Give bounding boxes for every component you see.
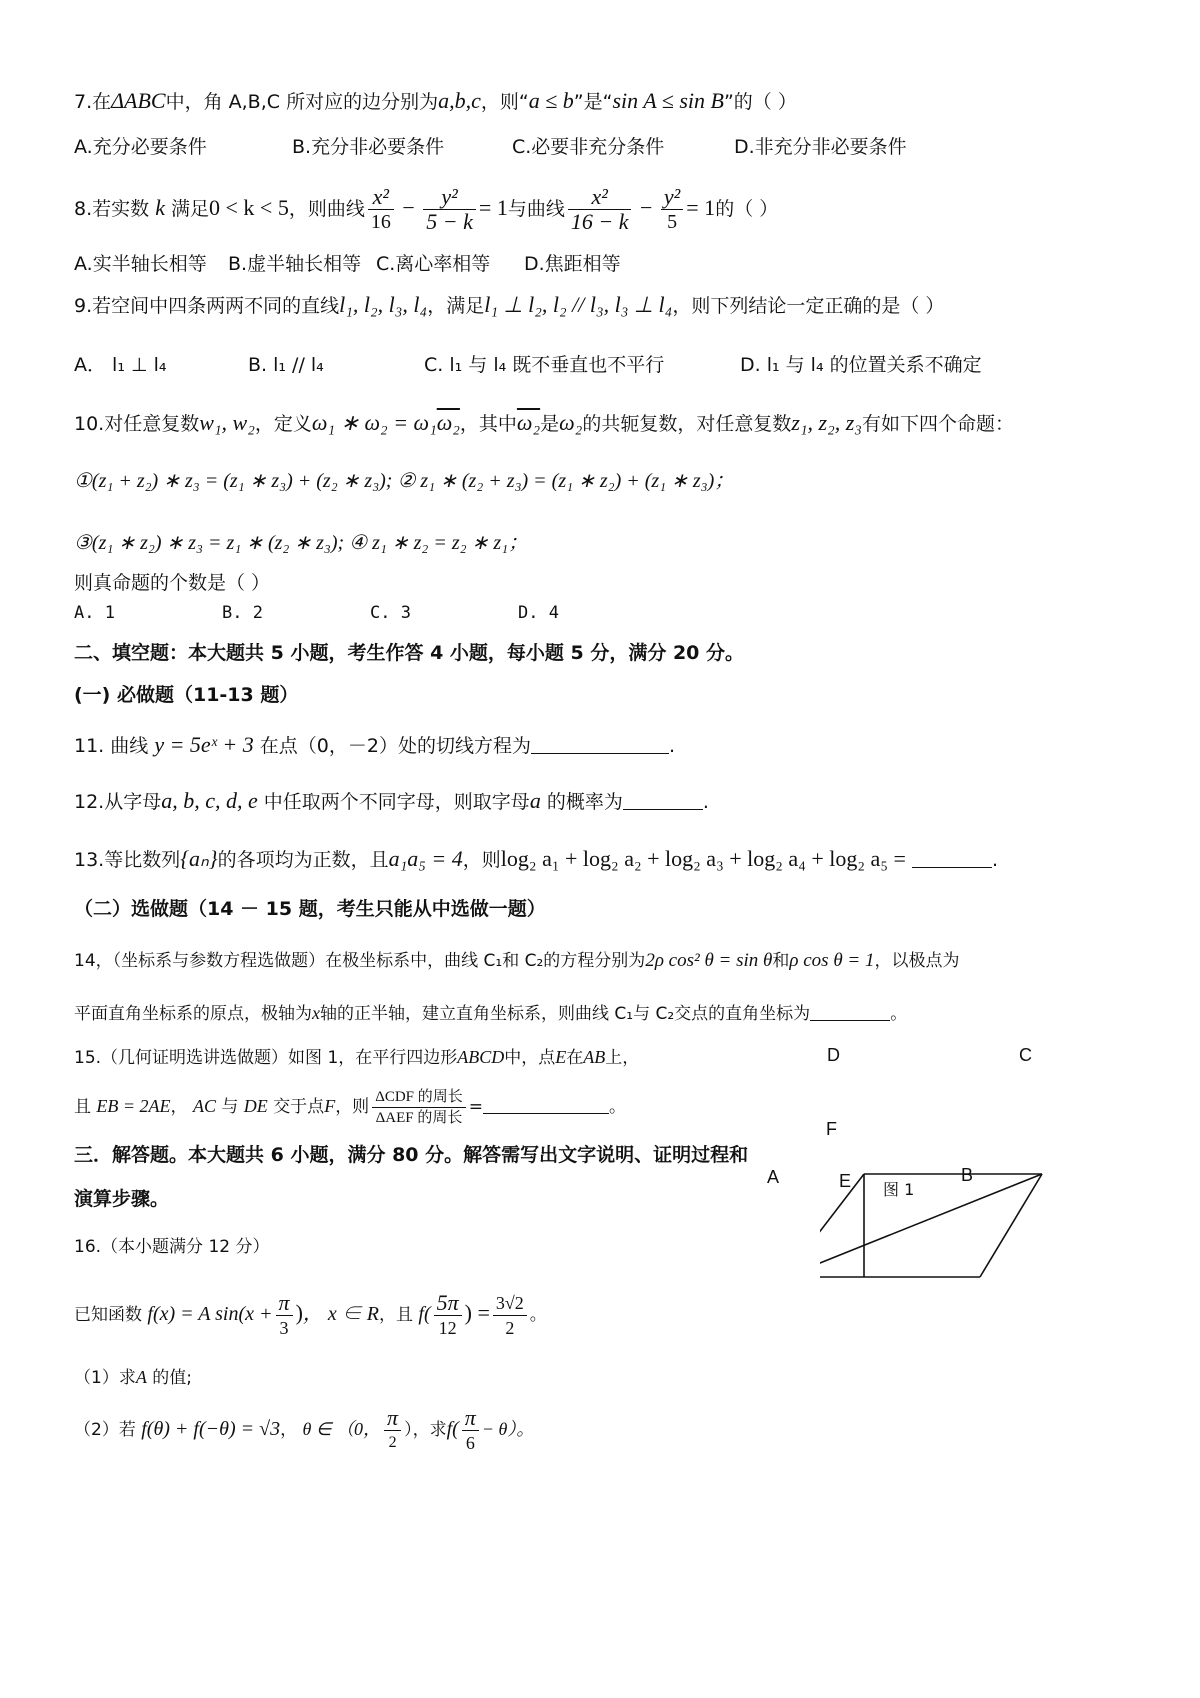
q16-given: 已知函数 f(x) = A sin(x + $\frac{\pi}{3}$ )， x ∈ R，且 f( $\frac{5\pi}{12}$ ) = $\frac{3√2}{2}$ 。 — [74, 1289, 547, 1338]
q15-line1: 15.（几何证明选讲选做题）如图 1，在平行四边形ABCD中，点E在AB上， — [74, 1047, 640, 1068]
pi-over-6: $\frac{\pi}{6}$ — [462, 1406, 479, 1455]
section-2-required-heading: (一) 必做题（11-13 题） — [74, 684, 299, 706]
q7-stem: 7.在ΔABC中，角 A,B,C 所对应的边分别为a,b,c，则“a ≤ b”是“sin A ≤ sin B”的（ ） — [74, 88, 797, 113]
point-label-d: D — [827, 1045, 840, 1065]
q10-option-b[interactable]: B. 2 — [222, 603, 263, 623]
q8-fraction: $\frac{\text{y²}}{5 - k}$ — [423, 185, 476, 234]
q9-option-d[interactable]: D. l₁ 与 l₄ 的位置关系不确定 — [740, 354, 982, 376]
figure-caption: 图 1 — [883, 1180, 915, 1199]
q10-option-a[interactable]: A. 1 — [74, 603, 115, 623]
q12: 12.从字母a, b, c, d, e 中任取两个不同字母，则取字母a 的概率为 . — [74, 788, 709, 813]
q9-option-c[interactable]: C. l₁ 与 l₄ 既不垂直也不平行 — [424, 354, 665, 376]
section-2-elective-heading: （二）选做题（14 － 15 题，考生只能从中选做一题） — [74, 898, 546, 920]
answer-blank[interactable] — [483, 1093, 609, 1114]
value-fraction: $\frac{3√2}{2}$ — [493, 1291, 527, 1340]
q8-options — [74, 251, 621, 277]
q8-option-c[interactable]: C.离心率相等 — [376, 253, 491, 275]
q8-option-a[interactable]: A.实半轴长相等 — [74, 253, 207, 275]
pi-over-3: $\frac{\pi}{3}$ — [276, 1291, 293, 1340]
q10-propositions-1-2: ①(z₁ + z₂) ∗ z₃ = (z₁ ∗ z₃) + (z₂ ∗ z₃); ② z₁ ∗ (z₂ + z₃) = (z₁ ∗ z₂) + (z₁ ∗ z₃)； — [74, 470, 735, 492]
q8-option-d[interactable]: D.焦距相等 — [524, 253, 621, 275]
q10-stem: 10.对任意复数w₁, w₂，定义ω₁ ∗ ω₂ = ω₁ω₂，其中ω₂是ω₂的共轭复数，对任意复数z₁, z₂, z₃有如下四个命题： — [74, 410, 1014, 435]
q16-part1: （1）求A 的值; — [74, 1367, 192, 1388]
point-label-a: A — [767, 1167, 780, 1187]
q16-header: 16.（本小题满分 12 分） — [74, 1237, 270, 1257]
section-3-title-line1: 三．解答题。本大题共 6 小题，满分 80 分。解答需写出文字说明、证明过程和 — [74, 1144, 749, 1166]
point-label-c: C — [1019, 1045, 1032, 1065]
point-label-e: E — [839, 1171, 852, 1191]
q16-part2: （2）若 f(θ) + f(−θ) = √3， θ ∈ （0， $\frac{\pi}{2}$ ），求f( $\frac{\pi}{6}$ − θ）。 — [74, 1404, 535, 1453]
section-2-title: 二、填空题：本大题共 5 小题，考生作答 4 小题，每小题 5 分，满分 20 分。 — [74, 642, 745, 664]
five-pi-over-12: $\frac{5\pi}{12}$ — [434, 1291, 462, 1340]
answer-blank[interactable] — [810, 1000, 890, 1021]
q9-stem: 9.若空间中四条两两不同的直线l₁, l₂, l₃, l₄，满足l₁ ⊥ l₂, l₂ // l₃, l₃ ⊥ l₄，则下列结论一定正确的是（ ） — [74, 292, 945, 317]
q7-option-b[interactable]: B.充分非必要条件 — [292, 136, 445, 158]
q15-line2: 且 EB = 2AE， AC 与 DE 交于点F，则 $\frac{\text{ΔCDF 的周长}}{\text{ΔAEF 的周长}}$ = 。 — [74, 1088, 627, 1126]
perimeter-ratio: $\frac{\text{ΔCDF 的周长}}{\text{ΔAEF 的周长}}$ — [372, 1087, 466, 1128]
answer-blank[interactable] — [623, 789, 703, 810]
q10-option-d[interactable]: D. 4 — [518, 603, 559, 623]
pi-over-2: $\frac{\pi}{2}$ — [384, 1406, 401, 1455]
q8-fraction: $\frac{\text{y²}}{5}$ — [661, 185, 683, 234]
q9-option-a[interactable]: A． l₁ ⊥ l₄ — [74, 354, 167, 376]
q7-option-a[interactable]: A.充分必要条件 — [74, 136, 207, 158]
q8-option-b[interactable]: B.虚半轴长相等 — [228, 253, 362, 275]
answer-blank[interactable] — [531, 733, 669, 754]
q8-stem: 8.若实数 k 满足0 < k < 5，则曲线 $\frac{\text{x²}}{16}$ − $\frac{\text{y²}}{5 - k}$ = 1与曲线 $\frac{\text{x²}}{16 - k}$ − $\frac{\text{y²}}{5}$ = 1的（ ） — [74, 184, 779, 234]
point-label-f: F — [826, 1119, 837, 1139]
q7-options — [74, 134, 907, 160]
q8-fraction: $\frac{\text{x²}}{16 - k}$ — [568, 185, 632, 234]
q10-ask: 则真命题的个数是（ ） — [74, 572, 271, 594]
q9-options — [74, 352, 982, 378]
q7-option-c[interactable]: C.必要非充分条件 — [512, 136, 665, 158]
q10-options — [74, 600, 559, 626]
q14-line2: 平面直角坐标系的原点，极轴为x轴的正半轴，建立直角坐标系，则曲线 C₁与 C₂交点的直角坐标为 。 — [74, 1000, 907, 1027]
q10-option-c[interactable]: C. 3 — [370, 603, 411, 623]
q11: 11. 曲线 y = 5eˣ + 3 在点（0，－2）处的切线方程为 . — [74, 732, 676, 757]
q14-line1: 14，（坐标系与参数方程选做题）在极坐标系中，曲线 C₁和 C₂的方程分别为2ρ cos² θ = sin θ和ρ cos θ = 1，以极点为 — [74, 950, 960, 971]
q13: 13.等比数列{aₙ}的各项均为正数，且a₁a₅ = 4，则log₂ a₁ + log₂ a₂ + log₂ a₃ + log₂ a₄ + log₂ a₅ = . — [74, 846, 998, 871]
q8-fraction: $\frac{\text{x²}}{16}$ — [368, 185, 394, 234]
section-3-title-line2: 演算步骤。 — [74, 1188, 170, 1210]
point-label-b: B — [961, 1165, 974, 1185]
q9-option-b[interactable]: B. l₁ // l₄ — [248, 354, 324, 376]
answer-blank[interactable] — [912, 847, 992, 868]
q7-option-d[interactable]: D.非充分非必要条件 — [734, 136, 907, 158]
q10-propositions-3-4: ③(z₁ ∗ z₂) ∗ z₃ = z₁ ∗ (z₂ ∗ z₃); ④ z₁ ∗ z₂ = z₂ ∗ z₁； — [74, 532, 529, 554]
figure-labels — [767, 1045, 1175, 1315]
